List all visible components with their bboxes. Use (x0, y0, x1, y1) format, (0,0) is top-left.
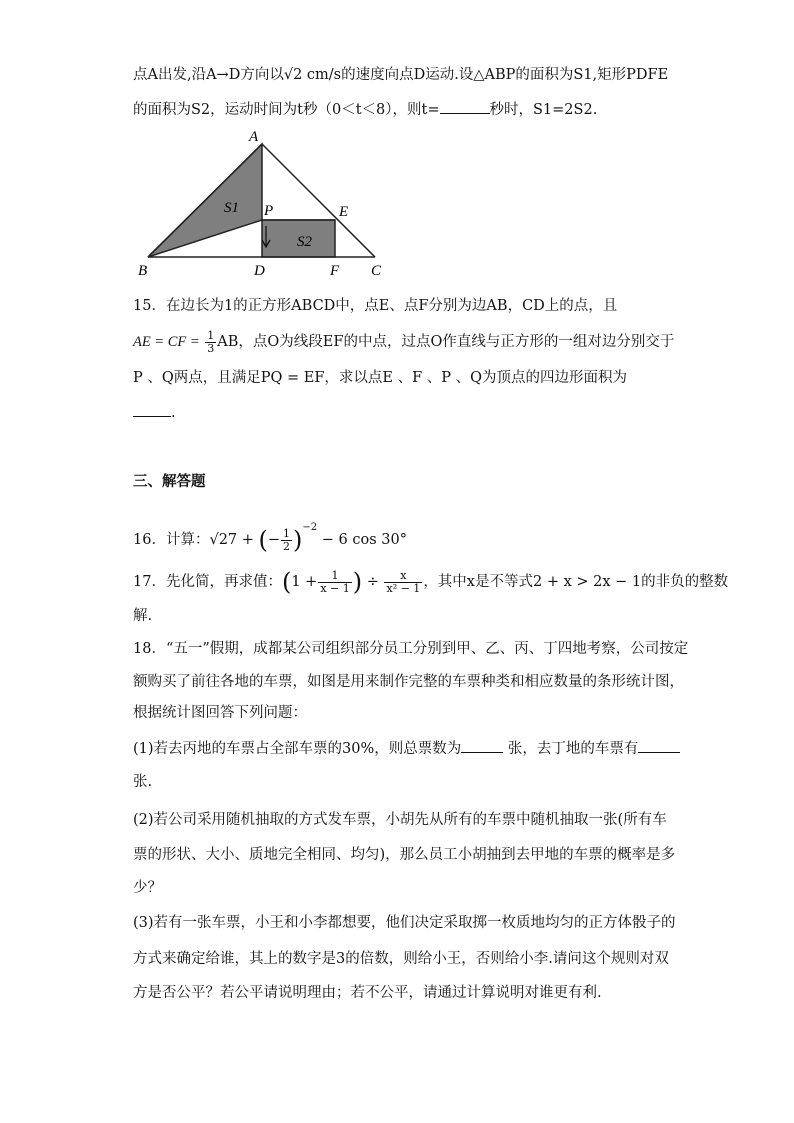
p15-period: . (171, 405, 176, 421)
p15-line3: P 、Q两点，且满足PQ = EF，求以点E 、F 、P 、Q为顶点的四边形面积为 (133, 370, 628, 386)
p18-q3-line1: (3)若有一张车票，小王和小李都想要，他们决定采取掷一枚质地均匀的正方体骰子的 (133, 915, 676, 931)
frac-den: 3 (207, 341, 215, 355)
label-p: P (264, 203, 274, 219)
p14-line2-end: 秒时，S1=2S2. (489, 102, 598, 118)
label-f: F (330, 263, 340, 279)
p16-prefix: 16．计算：√27 + (133, 532, 254, 548)
p15-line1: 15．在边长为1的正方形ABCD中，点E、点F分别为边AB，CD上的点，且 (133, 298, 618, 314)
p18-q3-line3: 方是否公平？若公平请说明理由；若不公平，请通过计算说明对谁更有利. (133, 985, 602, 1001)
paren-right: ) (293, 526, 303, 554)
p17-suffix: ，其中x是不等式2 + x > 2x − 1的非负的整数 (423, 574, 729, 590)
p18-q2-line3: 少？ (133, 880, 162, 896)
frac-den: x² − 1 (386, 581, 421, 595)
p18-q2-line2: 票的形状、大小、质地完全相同、均匀)，那么员工小胡抽到去甲地的车票的概率是多 (133, 847, 676, 863)
p15-line2-rest: AB，点O为线段EF的中点，过点O作直线与正方形的一组对边分别交于 (217, 334, 675, 350)
p18-q1 (133, 738, 680, 759)
answer-blank (133, 402, 171, 417)
frac-num: 1 (318, 570, 351, 583)
q1-part-b: 张，去丁地的车票有 (507, 741, 639, 757)
fraction-2 (384, 570, 422, 595)
exponent: −2 (302, 522, 318, 533)
q1-part-a: (1)若去丙地的车票占全部车票的30%，则总票数为 (133, 741, 462, 757)
p14-line1: 点A出发,沿A→D方向以√2 cm/s的速度向点D运动.设△ABP的面积为S1,矩形PDFE (133, 67, 669, 83)
p15-eq: AE = CF = (133, 334, 200, 350)
section-heading: 三、解答题 (133, 473, 206, 490)
answer-blank (638, 738, 680, 753)
triangle-figure (133, 125, 393, 280)
label-s2: S2 (297, 234, 312, 250)
paren-left: ( (281, 568, 292, 596)
p17-line2: 解. (133, 608, 153, 624)
label-c: C (371, 263, 382, 279)
label-b: B (138, 263, 148, 279)
p14-line2-start: 的面积为S2，运动时间为t秒（0＜t＜8），则t= (133, 102, 440, 118)
p17-line1 (133, 566, 728, 598)
label-d: D (254, 263, 265, 279)
divide-sign: ÷ (366, 574, 379, 590)
answer-blank (461, 738, 503, 753)
p17-part1: 1 + (291, 574, 318, 590)
label-s1: S1 (224, 200, 239, 216)
p18-line1: 18．“五一”假期，成都某公司组织部分员工分别到甲、乙、丙、丁四地考察，公司按定 (133, 641, 689, 657)
p14-line2 (133, 99, 597, 120)
p16-line (133, 512, 407, 554)
paren-left: ( (258, 526, 268, 554)
p15-line2 (133, 328, 674, 356)
p18-line2: 额购买了前往各地的车票，如图是用来制作完整的车票种类和相应数量的条形统计图， (133, 674, 684, 690)
p16-minus: − (267, 532, 281, 548)
answer-blank (440, 99, 490, 114)
p18-q3-line2: 方式来确定给谁，其上的数字是3的倍数，则给小王，否则给小李.请问这个规则对双 (133, 951, 669, 967)
fraction-1 (318, 570, 351, 595)
frac-num: x (384, 570, 422, 583)
frac-den: x − 1 (320, 581, 350, 595)
label-e: E (339, 204, 349, 220)
p18-line3: 根据统计图回答下列问题： (133, 705, 307, 721)
frac-den: 2 (283, 539, 291, 553)
label-a: A (249, 129, 259, 145)
p17-prefix: 17．先化简，再求值： (133, 574, 282, 590)
frac-num: 1 (283, 526, 291, 540)
paren-right: ) (352, 568, 363, 596)
p18-q2-line1: (2)若公司采用随机抽取的方式发车票，小胡先从所有的车票中随机抽取一张(所有车 (133, 812, 667, 828)
fraction-one-third (205, 330, 216, 355)
p16-suffix: − 6 cos 30° (321, 532, 407, 548)
p18-q1-end: 张. (133, 774, 153, 790)
fraction-one-half (281, 528, 292, 553)
p15-line4 (133, 402, 176, 423)
frac-num: 1 (207, 328, 215, 342)
